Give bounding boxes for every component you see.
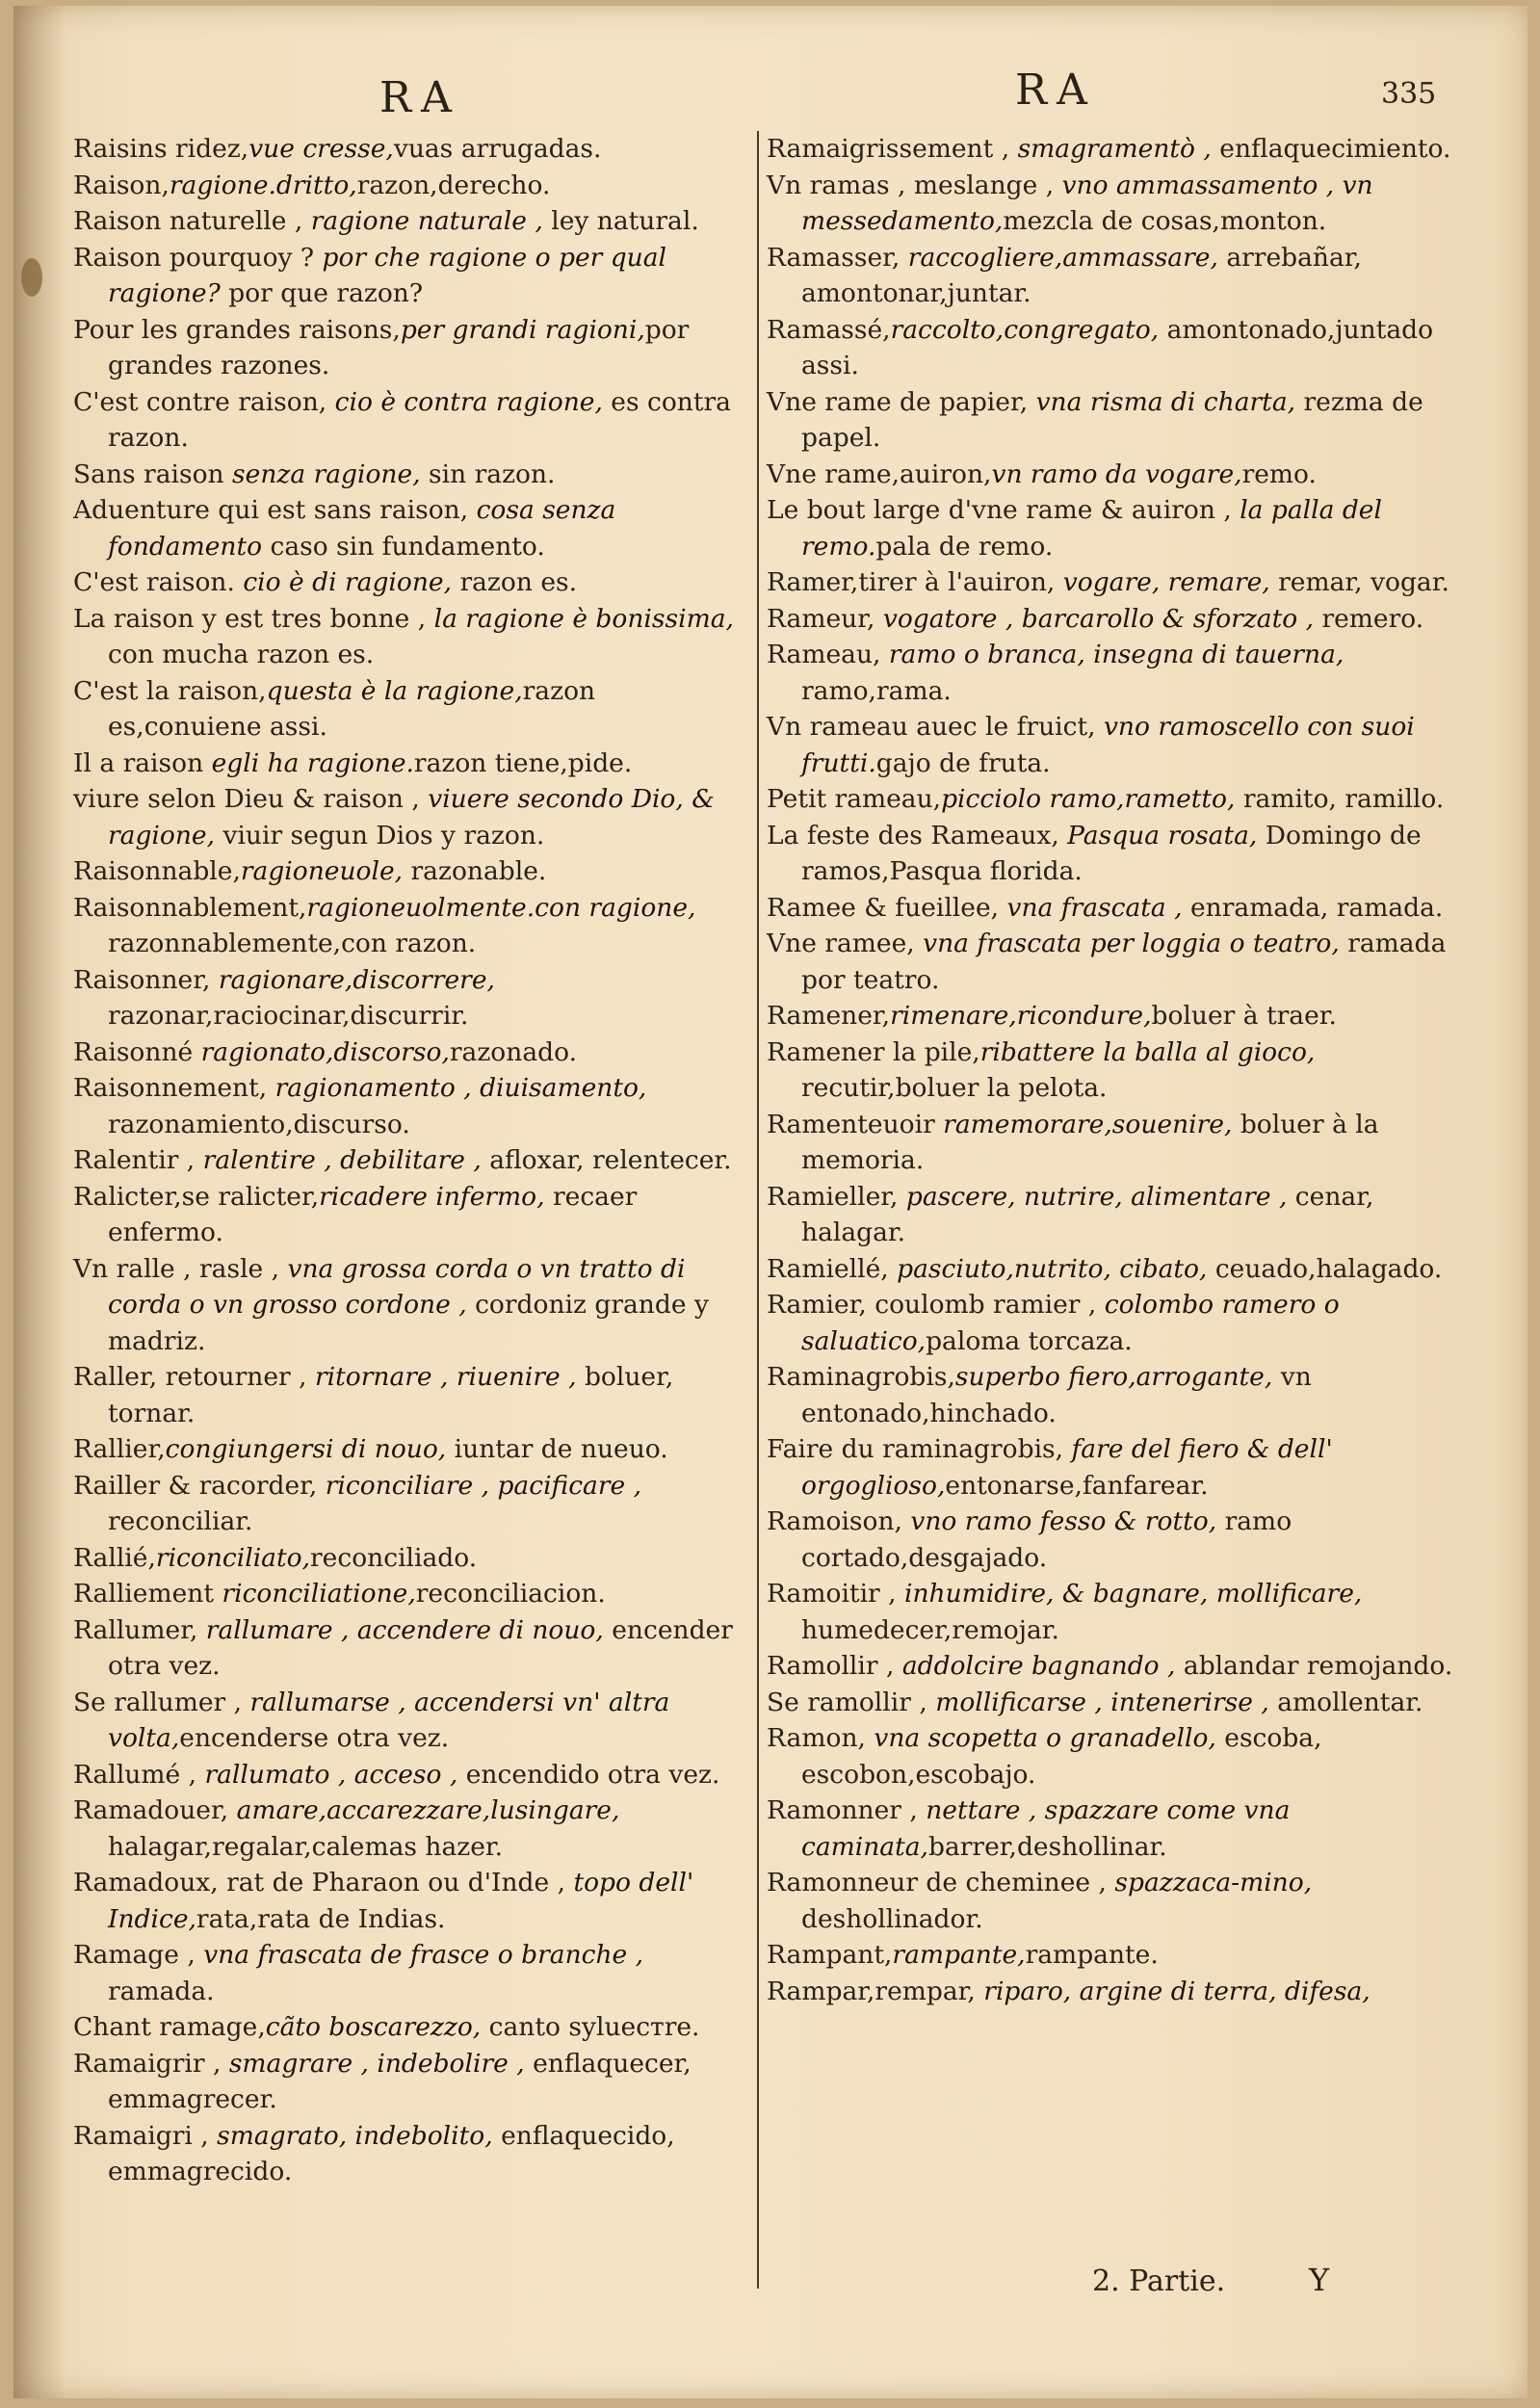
italian-translation: ramemorare,souenire, bbox=[943, 1109, 1233, 1139]
spanish-translation: cordoniz grande y madriz. bbox=[108, 1290, 709, 1356]
french-headword: Ramee & fueillee, bbox=[767, 892, 1007, 923]
dictionary-entry bbox=[73, 131, 747, 168]
italian-translation: rallumare , accendere di nouo, bbox=[205, 1614, 604, 1645]
dictionary-entry bbox=[767, 1793, 1460, 1865]
french-headword: Ramon, bbox=[767, 1723, 874, 1753]
spanish-translation: razonado. bbox=[449, 1036, 577, 1067]
french-headword: Ramoison, bbox=[767, 1506, 911, 1536]
french-headword: Vne rame de papier, bbox=[767, 386, 1036, 417]
spanish-translation: enflaquecer, emmagrecer. bbox=[108, 2048, 692, 2114]
dictionary-entry bbox=[767, 998, 1460, 1034]
french-headword: Chant ramage, bbox=[73, 2012, 266, 2042]
french-headword: Ramaigri , bbox=[73, 2120, 218, 2151]
spanish-translation: ramo,rama. bbox=[801, 675, 952, 706]
dictionary-entry bbox=[767, 1359, 1460, 1431]
italian-translation: ragione naturale , bbox=[310, 206, 543, 236]
italian-translation: vna grossa corda o vn tratto di corda o vn grosso cordone , bbox=[108, 1253, 686, 1320]
french-headword: Faire du raminagrobis, bbox=[767, 1434, 1072, 1464]
italian-translation: vogare, remare, bbox=[1062, 567, 1270, 597]
dictionary-entry bbox=[73, 1468, 747, 1540]
dictionary-entry bbox=[767, 1720, 1460, 1793]
french-headword: Rallié, bbox=[73, 1542, 156, 1573]
italian-translation: smagrare , indebolire , bbox=[228, 2048, 525, 2079]
french-headword: Raller, retourner , bbox=[73, 1362, 315, 1392]
spanish-translation: canto sylueстre. bbox=[481, 2012, 700, 2042]
french-headword: Raisins ridez, bbox=[73, 134, 249, 164]
spanish-translation: escoba, escobon,escobajo. bbox=[801, 1723, 1322, 1790]
french-headword: Vn rameau auec le fruict, bbox=[767, 712, 1104, 742]
french-headword: Rallumer, bbox=[73, 1614, 206, 1645]
spanish-translation: con mucha razon es. bbox=[108, 640, 375, 669]
dictionary-entry bbox=[73, 312, 747, 384]
italian-translation: ragionamento , diuisamento, bbox=[274, 1073, 647, 1103]
column-divider bbox=[757, 131, 759, 2289]
french-headword: Raison, bbox=[73, 170, 170, 200]
french-headword: C'est la raison, bbox=[73, 675, 267, 706]
french-headword: Ramieller, bbox=[767, 1181, 906, 1212]
dictionary-entry bbox=[73, 2009, 747, 2046]
dictionary-entry bbox=[73, 781, 747, 853]
french-headword: Raisonnable, bbox=[73, 856, 241, 886]
spanish-translation: ramada. bbox=[108, 1976, 215, 2006]
italian-translation: la ragione è bonissima, bbox=[433, 603, 734, 634]
italian-translation: vno ramo fesso & rotto, bbox=[910, 1506, 1217, 1536]
french-headword: Vn ralle , rasle , bbox=[73, 1253, 288, 1284]
italian-translation: ragioneuolmente.con ragione, bbox=[306, 892, 696, 923]
dictionary-entry bbox=[767, 1287, 1460, 1359]
italian-translation: ragionato,discorso, bbox=[200, 1036, 450, 1067]
french-headword: Ralentir , bbox=[73, 1145, 203, 1175]
dictionary-entry bbox=[73, 168, 747, 204]
dictionary-entry bbox=[73, 492, 747, 564]
spanish-translation: entonarse,fanfarear. bbox=[945, 1470, 1209, 1501]
spanish-translation: encendido otra vez. bbox=[457, 1759, 720, 1790]
italian-translation: rampante, bbox=[892, 1940, 1026, 1970]
dictionary-entry bbox=[73, 2118, 747, 2190]
french-headword: Ramener, bbox=[767, 1001, 891, 1031]
french-headword: Sans raison bbox=[73, 458, 233, 489]
italian-translation: ribattere la balla al gioco, bbox=[979, 1036, 1316, 1067]
dictionary-entry bbox=[767, 312, 1460, 384]
spanish-translation: gajo de fruta. bbox=[875, 747, 1051, 778]
italian-translation: egli ha ragione. bbox=[211, 747, 414, 778]
french-headword: Ramener la pile, bbox=[767, 1036, 980, 1067]
dictionary-entry bbox=[73, 1070, 747, 1142]
spanish-translation: enflaquecimiento. bbox=[1211, 134, 1451, 164]
french-headword: Railler & racorder, bbox=[73, 1470, 326, 1501]
dictionary-entry bbox=[767, 601, 1460, 638]
french-headword: Ramer,tirer à l'auiron, bbox=[767, 567, 1063, 597]
spanish-translation: sin razon. bbox=[420, 458, 556, 489]
spanish-translation: razon tiene,pide. bbox=[413, 747, 633, 778]
dictionary-entry bbox=[73, 1685, 747, 1757]
french-headword: Vn ramas , meslange , bbox=[767, 170, 1062, 200]
page-number: 335 bbox=[1381, 77, 1437, 111]
italian-translation: ragionare,discorrere, bbox=[218, 964, 495, 995]
spanish-translation: ramada por teatro. bbox=[801, 929, 1447, 995]
italian-translation: la palla del remo. bbox=[801, 495, 1382, 562]
italian-translation: inhumidire, & bagnare, mollificare, bbox=[903, 1579, 1363, 1609]
dictionary-entry bbox=[767, 818, 1460, 890]
french-headword: Ramonner , bbox=[767, 1795, 927, 1825]
spanish-translation: razon es. bbox=[452, 567, 578, 597]
italian-translation: topo dell' Indice, bbox=[108, 1868, 694, 1934]
dictionary-entry bbox=[73, 240, 747, 312]
french-headword: Vne ramee, bbox=[767, 929, 924, 958]
french-headword: Rampant, bbox=[767, 1940, 893, 1970]
dictionary-entry bbox=[767, 168, 1460, 240]
italian-translation: riconciliatione, bbox=[222, 1579, 416, 1609]
dictionary-entry bbox=[73, 1431, 747, 1468]
italian-translation: vue cresse, bbox=[248, 134, 394, 164]
spanish-translation: razonar,raciocinar,discurrir. bbox=[108, 1001, 469, 1031]
spanish-translation: ramito, ramillo. bbox=[1235, 784, 1445, 814]
dictionary-page bbox=[13, 6, 1527, 2398]
italian-translation: ritornare , riuenire , bbox=[314, 1362, 577, 1392]
dictionary-entry bbox=[767, 131, 1460, 168]
dictionary-entry bbox=[767, 457, 1460, 493]
french-headword: Raisonnement, bbox=[73, 1073, 275, 1103]
spanish-translation: amollentar. bbox=[1268, 1687, 1423, 1717]
italian-translation: senza ragione, bbox=[232, 458, 421, 489]
dictionary-entry bbox=[73, 457, 747, 493]
italian-translation: questa è la ragione, bbox=[266, 675, 523, 706]
spanish-translation: remar, vogar. bbox=[1269, 567, 1449, 597]
italian-translation: rimenare,ricondure, bbox=[890, 1001, 1152, 1031]
dictionary-entry bbox=[73, 1142, 747, 1179]
dictionary-entry bbox=[767, 492, 1460, 564]
spanish-translation: razonable. bbox=[403, 856, 547, 886]
binding-shadow bbox=[13, 6, 66, 2398]
spanish-translation: por que razon? bbox=[220, 278, 424, 308]
spanish-translation: razon es,conuiene assi. bbox=[108, 675, 596, 742]
dictionary-entry bbox=[73, 1793, 747, 1865]
spanish-translation: rata,rata de Indias. bbox=[196, 1903, 446, 1934]
french-headword: Raison naturelle , bbox=[73, 206, 311, 236]
french-headword: Il a raison bbox=[73, 747, 212, 778]
italian-translation: congiungersi di nouo, bbox=[165, 1434, 447, 1464]
spanish-translation: afloxar, relentecer. bbox=[481, 1145, 732, 1175]
french-headword: Ramaigrissement , bbox=[767, 134, 1018, 164]
spanish-translation: enramada, ramada. bbox=[1182, 892, 1444, 923]
french-headword: Ralliement bbox=[73, 1579, 222, 1609]
italian-translation: nettare , spazzare come vna caminata, bbox=[801, 1795, 1291, 1862]
spanish-translation: reconciliado. bbox=[310, 1542, 478, 1573]
spanish-translation: razon,derecho. bbox=[356, 170, 551, 200]
french-headword: Ramaigrir , bbox=[73, 2048, 229, 2079]
italian-translation: riconciliato, bbox=[155, 1542, 311, 1573]
italian-translation: spazzaca-mino, bbox=[1114, 1868, 1313, 1898]
dictionary-entry bbox=[767, 1576, 1460, 1648]
dictionary-entry bbox=[767, 1179, 1460, 1251]
dictionary-entry bbox=[73, 1359, 747, 1431]
dictionary-entry bbox=[767, 1974, 1460, 2010]
spanish-translation: es contra razon. bbox=[108, 386, 731, 453]
french-headword: Ramenteuoir bbox=[767, 1109, 944, 1139]
french-headword: Raminagrobis, bbox=[767, 1362, 955, 1392]
spanish-translation: razonamiento,discurso. bbox=[108, 1109, 410, 1139]
dictionary-entry bbox=[73, 1865, 747, 1937]
italian-translation: riconciliare , pacificare , bbox=[325, 1470, 642, 1501]
french-headword: C'est contre raison, bbox=[73, 386, 335, 417]
spanish-translation: ramo cortado,desgajado. bbox=[801, 1506, 1292, 1573]
dictionary-entry bbox=[767, 1107, 1460, 1179]
left-column bbox=[73, 131, 747, 2190]
italian-translation: addolcire bagnando , bbox=[901, 1651, 1176, 1681]
dictionary-entry bbox=[73, 1540, 747, 1577]
italian-translation: Pasqua rosata, bbox=[1067, 820, 1258, 851]
dictionary-entry bbox=[767, 781, 1460, 818]
french-headword: Aduenture qui est sans raison, bbox=[73, 495, 477, 525]
spanish-translation: encenderse otra vez. bbox=[179, 1723, 450, 1753]
dictionary-entry bbox=[767, 1937, 1460, 1974]
running-head-right: RA bbox=[1015, 65, 1097, 115]
spanish-translation: paloma torcaza. bbox=[926, 1325, 1133, 1356]
italian-translation: vno ammassamento , vn messedamento, bbox=[801, 170, 1373, 236]
dictionary-entry bbox=[73, 601, 747, 673]
spanish-translation: rezma de papel. bbox=[801, 386, 1423, 453]
spanish-translation: razonnablemente,con razon. bbox=[108, 929, 477, 958]
italian-translation: cãto boscarezzo, bbox=[265, 2012, 482, 2042]
spanish-translation: ceuado,halagado. bbox=[1207, 1253, 1443, 1284]
spanish-translation: boluer à traer. bbox=[1151, 1001, 1337, 1031]
dictionary-entry bbox=[73, 1937, 747, 2009]
french-headword: Rampar,rempar, bbox=[767, 1976, 984, 2006]
italian-translation: vno ramoscello con suoi frutti. bbox=[801, 712, 1415, 778]
spanish-translation: pala de remo. bbox=[875, 531, 1054, 562]
italian-translation: amare,accarezzare,lusingare, bbox=[236, 1795, 620, 1825]
french-headword: Raisonner, bbox=[73, 964, 219, 995]
spanish-translation: iuntar de nueuo. bbox=[446, 1434, 668, 1464]
dictionary-entry bbox=[767, 1648, 1460, 1685]
french-headword: Ramiellé, bbox=[767, 1253, 898, 1284]
italian-translation: picciolo ramo,rametto, bbox=[941, 784, 1236, 814]
french-headword: Ramadoux, rat de Pharaon ou d'Inde , bbox=[73, 1868, 574, 1898]
french-headword: Le bout large d'vne rame & auiron , bbox=[767, 495, 1240, 525]
italian-translation: vna risma di charta, bbox=[1035, 386, 1296, 417]
spanish-translation: deshollinador. bbox=[801, 1903, 983, 1934]
italian-translation: per grandi ragioni, bbox=[400, 314, 645, 345]
french-headword: Ramier, coulomb ramier , bbox=[767, 1290, 1105, 1320]
italian-translation: vogatore , barcarollo & sforzato , bbox=[882, 603, 1315, 634]
italian-translation: pasciuto,nutrito, cibato, bbox=[897, 1253, 1208, 1284]
french-headword: Raisonnablement, bbox=[73, 892, 307, 923]
dictionary-entry bbox=[73, 673, 747, 746]
french-headword: Ramadouer, bbox=[73, 1795, 237, 1825]
italian-translation: rallumarse , accendersi vn' altra volta, bbox=[108, 1687, 670, 1753]
spanish-translation: viuir segun Dios y razon. bbox=[215, 820, 545, 851]
dictionary-entry bbox=[767, 1504, 1460, 1576]
italian-translation: pascere, nutrire, alimentare , bbox=[905, 1181, 1288, 1212]
dictionary-entry bbox=[73, 890, 747, 962]
italian-translation: ragione.dritto, bbox=[169, 170, 357, 200]
italian-translation: fare del fiero & dell' orgoglioso, bbox=[801, 1434, 1333, 1501]
spanish-translation: por grandes razones. bbox=[108, 314, 690, 380]
italian-translation: ragioneuole, bbox=[240, 856, 404, 886]
spanish-translation: barrer,deshollinar. bbox=[927, 1831, 1167, 1862]
footer-part: 2. Partie. bbox=[1092, 2264, 1226, 2298]
french-headword: Ramasser, bbox=[767, 242, 908, 273]
french-headword: Ramage , bbox=[73, 1940, 204, 1970]
italian-translation: ricadere infermo, bbox=[319, 1181, 545, 1212]
french-headword: Raison pourquoy ? bbox=[73, 242, 323, 273]
french-headword: Pour les grandes raisons, bbox=[73, 314, 401, 345]
running-head-left: RA bbox=[379, 73, 461, 122]
spanish-translation: rampante. bbox=[1025, 1940, 1159, 1970]
french-headword: Raisonné bbox=[73, 1036, 201, 1067]
french-headword: Ramollir , bbox=[767, 1651, 902, 1681]
italian-translation: vna frascata per loggia o teatro, bbox=[923, 929, 1340, 958]
italian-translation: vn ramo da vogare, bbox=[991, 458, 1242, 489]
dictionary-entry bbox=[767, 564, 1460, 601]
spanish-translation: vn entonado,hinchado. bbox=[801, 1362, 1312, 1428]
spanish-translation: remero. bbox=[1314, 603, 1424, 634]
spanish-translation: cenar, halagar. bbox=[801, 1181, 1374, 1247]
dictionary-entry bbox=[767, 1431, 1460, 1504]
dictionary-entry bbox=[767, 384, 1460, 457]
ink-blot bbox=[21, 258, 42, 297]
italian-translation: por che ragione o per qual ragione? bbox=[108, 242, 667, 308]
signature-mark: Y bbox=[1309, 2262, 1330, 2298]
french-headword: Rameur, bbox=[767, 603, 883, 634]
spanish-translation: Domingo de ramos,Pasqua florida. bbox=[801, 820, 1422, 886]
italian-translation: mollificarse , intenerirse , bbox=[935, 1687, 1269, 1717]
spanish-translation: ablandar remojando. bbox=[1175, 1651, 1453, 1681]
dictionary-entry bbox=[73, 1612, 747, 1685]
spanish-translation: caso sin fundamento. bbox=[262, 531, 545, 562]
spanish-translation: vuas arrugadas. bbox=[393, 134, 602, 164]
dictionary-entry bbox=[73, 853, 747, 890]
italian-translation: rallumato , acceso , bbox=[204, 1759, 458, 1790]
italian-translation: cio è di ragione, bbox=[243, 567, 453, 597]
spanish-translation: recaer enfermo. bbox=[108, 1181, 638, 1247]
italian-translation: riparo, argine di terra, difesa, bbox=[983, 1976, 1370, 2006]
italian-translation: colombo ramero o saluatico, bbox=[801, 1290, 1340, 1356]
dictionary-entry bbox=[767, 926, 1460, 998]
spanish-translation: remo. bbox=[1241, 458, 1317, 489]
dictionary-entry bbox=[73, 1576, 747, 1612]
spanish-translation: halagar,regalar,calemas hazer. bbox=[108, 1831, 504, 1862]
right-column bbox=[767, 131, 1460, 2009]
spanish-translation: recutir,boluer la pelota. bbox=[801, 1073, 1108, 1103]
spanish-translation: amontonado,juntado assi. bbox=[801, 314, 1434, 380]
spanish-translation: humedecer,remojar. bbox=[801, 1614, 1059, 1645]
italian-translation: vna frascata , bbox=[1006, 892, 1183, 923]
spanish-translation: boluer, tornar. bbox=[108, 1362, 674, 1428]
french-headword: Rameau, bbox=[767, 640, 889, 669]
dictionary-entry bbox=[73, 203, 747, 240]
spanish-translation: boluer à la memoria. bbox=[801, 1109, 1379, 1175]
italian-translation: vna frascata de frasce o branche , bbox=[203, 1940, 644, 1970]
french-headword: Rallumé , bbox=[73, 1759, 205, 1790]
dictionary-entry bbox=[73, 2046, 747, 2118]
italian-translation: cosa senza fondamento bbox=[108, 495, 616, 562]
dictionary-entry bbox=[73, 962, 747, 1034]
spanish-translation: reconciliacion. bbox=[415, 1579, 606, 1609]
dictionary-entry bbox=[767, 1251, 1460, 1288]
spanish-translation: mezcla de cosas,monton. bbox=[1003, 206, 1327, 236]
french-headword: Se ramollir , bbox=[767, 1687, 936, 1717]
dictionary-entry bbox=[767, 1034, 1460, 1107]
french-headword: Vne rame,auiron, bbox=[767, 458, 992, 489]
spanish-translation: enflaquecido, emmagrecido. bbox=[108, 2120, 675, 2186]
spanish-translation: ley natural. bbox=[542, 206, 699, 236]
french-headword: La feste des Rameaux, bbox=[767, 820, 1068, 851]
dictionary-entry bbox=[73, 1757, 747, 1793]
dictionary-entry bbox=[767, 1865, 1460, 1937]
spanish-translation: reconciliar. bbox=[108, 1506, 253, 1536]
dictionary-entry bbox=[767, 890, 1460, 927]
dictionary-entry bbox=[767, 1685, 1460, 1721]
french-headword: C'est raison. bbox=[73, 567, 244, 597]
french-headword: Petit rameau, bbox=[767, 784, 942, 814]
italian-translation: ralentire , debilitare , bbox=[202, 1145, 482, 1175]
italian-translation: viuere secondo Dio, & ragione, bbox=[108, 784, 715, 851]
italian-translation: vna scopetta o granadello, bbox=[874, 1723, 1216, 1753]
dictionary-entry bbox=[767, 240, 1460, 312]
italian-translation: raccolto,congregato, bbox=[890, 314, 1160, 345]
italian-translation: cio è contra ragione, bbox=[334, 386, 603, 417]
spanish-translation: arrebañar, amontonar,juntar. bbox=[801, 242, 1362, 308]
dictionary-entry bbox=[73, 564, 747, 601]
spanish-translation: encender otra vez. bbox=[108, 1614, 733, 1681]
french-headword: viure selon Dieu & raison , bbox=[73, 784, 429, 814]
french-headword: Ramoitir , bbox=[767, 1579, 904, 1609]
dictionary-entry bbox=[73, 1251, 747, 1360]
french-headword: La raison y est tres bonne , bbox=[73, 603, 434, 634]
dictionary-entry bbox=[73, 746, 747, 782]
italian-translation: smagrato, indebolito, bbox=[217, 2120, 493, 2151]
italian-translation: smagramentò , bbox=[1017, 134, 1212, 164]
dictionary-entry bbox=[73, 384, 747, 457]
french-headword: Rallier, bbox=[73, 1434, 166, 1464]
french-headword: Ramonneur de cheminee , bbox=[767, 1868, 1115, 1898]
dictionary-entry bbox=[767, 637, 1460, 709]
dictionary-entry bbox=[73, 1179, 747, 1251]
italian-translation: ramo o branca, insegna di tauerna, bbox=[888, 640, 1344, 669]
italian-translation: superbo fiero,arrogante, bbox=[954, 1362, 1273, 1392]
french-headword: Se rallumer , bbox=[73, 1687, 250, 1717]
french-headword: Ralicter,se ralicter, bbox=[73, 1181, 320, 1212]
dictionary-entry bbox=[767, 709, 1460, 781]
french-headword: Ramassé, bbox=[767, 314, 891, 345]
italian-translation: raccogliere,ammassare, bbox=[907, 242, 1218, 273]
dictionary-entry bbox=[73, 1034, 747, 1071]
